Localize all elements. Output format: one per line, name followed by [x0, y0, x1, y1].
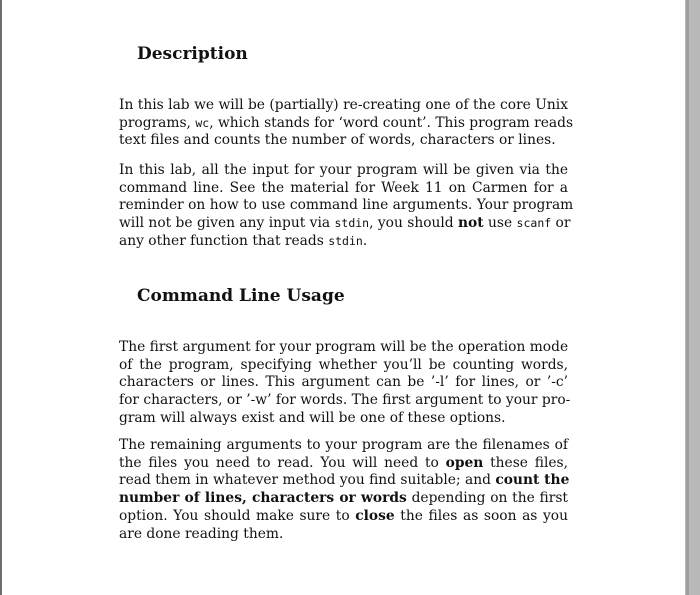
- text-line: In this lab we will be (partially) re-creating one of the core Unix: [119, 97, 568, 113]
- text-line: programs, wc, which stands for ‘word count’. This program reads: [119, 114, 574, 131]
- usage-paragraph-1: [119, 339, 571, 428]
- inline-code-wc: wc: [195, 115, 210, 130]
- text-line: the files you need to read. You will need to open these files,: [119, 454, 569, 471]
- description-paragraph-2: [119, 162, 574, 251]
- text-line: reminder on how to use command line arguments. Your program: [119, 197, 574, 214]
- scrollbar[interactable]: [685, 0, 700, 595]
- bold-not: not: [458, 215, 484, 232]
- bold-count-the: count the: [495, 472, 570, 489]
- text-line: for characters, or ’-w’ for words. The first argument to your pro-: [119, 392, 571, 409]
- page-left-border: [0, 0, 2, 595]
- section-heading-description: Description: [137, 44, 248, 64]
- text-line: command line. See the material for Week 11 on Carmen for a: [119, 179, 568, 196]
- text-line: In this lab, all the input for your program will be given via the: [119, 162, 568, 178]
- text-line: The first argument for your program will be the operation mode: [119, 339, 569, 355]
- text-line: text files and counts the number of words, characters or lines.: [119, 132, 556, 149]
- text-line: option. You should make sure to close the files as soon as you: [119, 507, 568, 524]
- text-line: are done reading them.: [119, 525, 284, 542]
- text-line: any other function that reads stdin.: [119, 232, 368, 249]
- inline-code-scanf: scanf: [516, 216, 552, 231]
- bold-close: close: [355, 507, 395, 524]
- text-line: of the program, specifying whether you’ll be counting words,: [119, 356, 568, 373]
- bold-open: open: [445, 454, 484, 471]
- text-line: gram will always exist and will be one of these options.: [119, 409, 506, 426]
- text-line: characters or lines. This argument can be ’-l’ for lines, or ’-c’: [119, 374, 568, 391]
- text-line: number of lines, characters or words depending on the first: [119, 490, 568, 507]
- inline-code-stdin: stdin: [334, 216, 370, 231]
- description-paragraph-1: [119, 97, 574, 150]
- text-line: will not be given any input via stdin, you should not use scanf or: [119, 215, 571, 232]
- section-heading-command-line-usage: Command Line Usage: [137, 286, 345, 306]
- scrollbar-thumb[interactable]: [686, 0, 689, 595]
- bold-number-of-lines: number of lines, characters or words: [119, 490, 407, 507]
- text-line: The remaining arguments to your program are the filenames of: [119, 437, 568, 453]
- inline-code-stdin: stdin: [328, 233, 363, 248]
- text-line: read them in whatever method you find suitable; and count the: [119, 472, 570, 489]
- usage-paragraph-2: [119, 437, 568, 543]
